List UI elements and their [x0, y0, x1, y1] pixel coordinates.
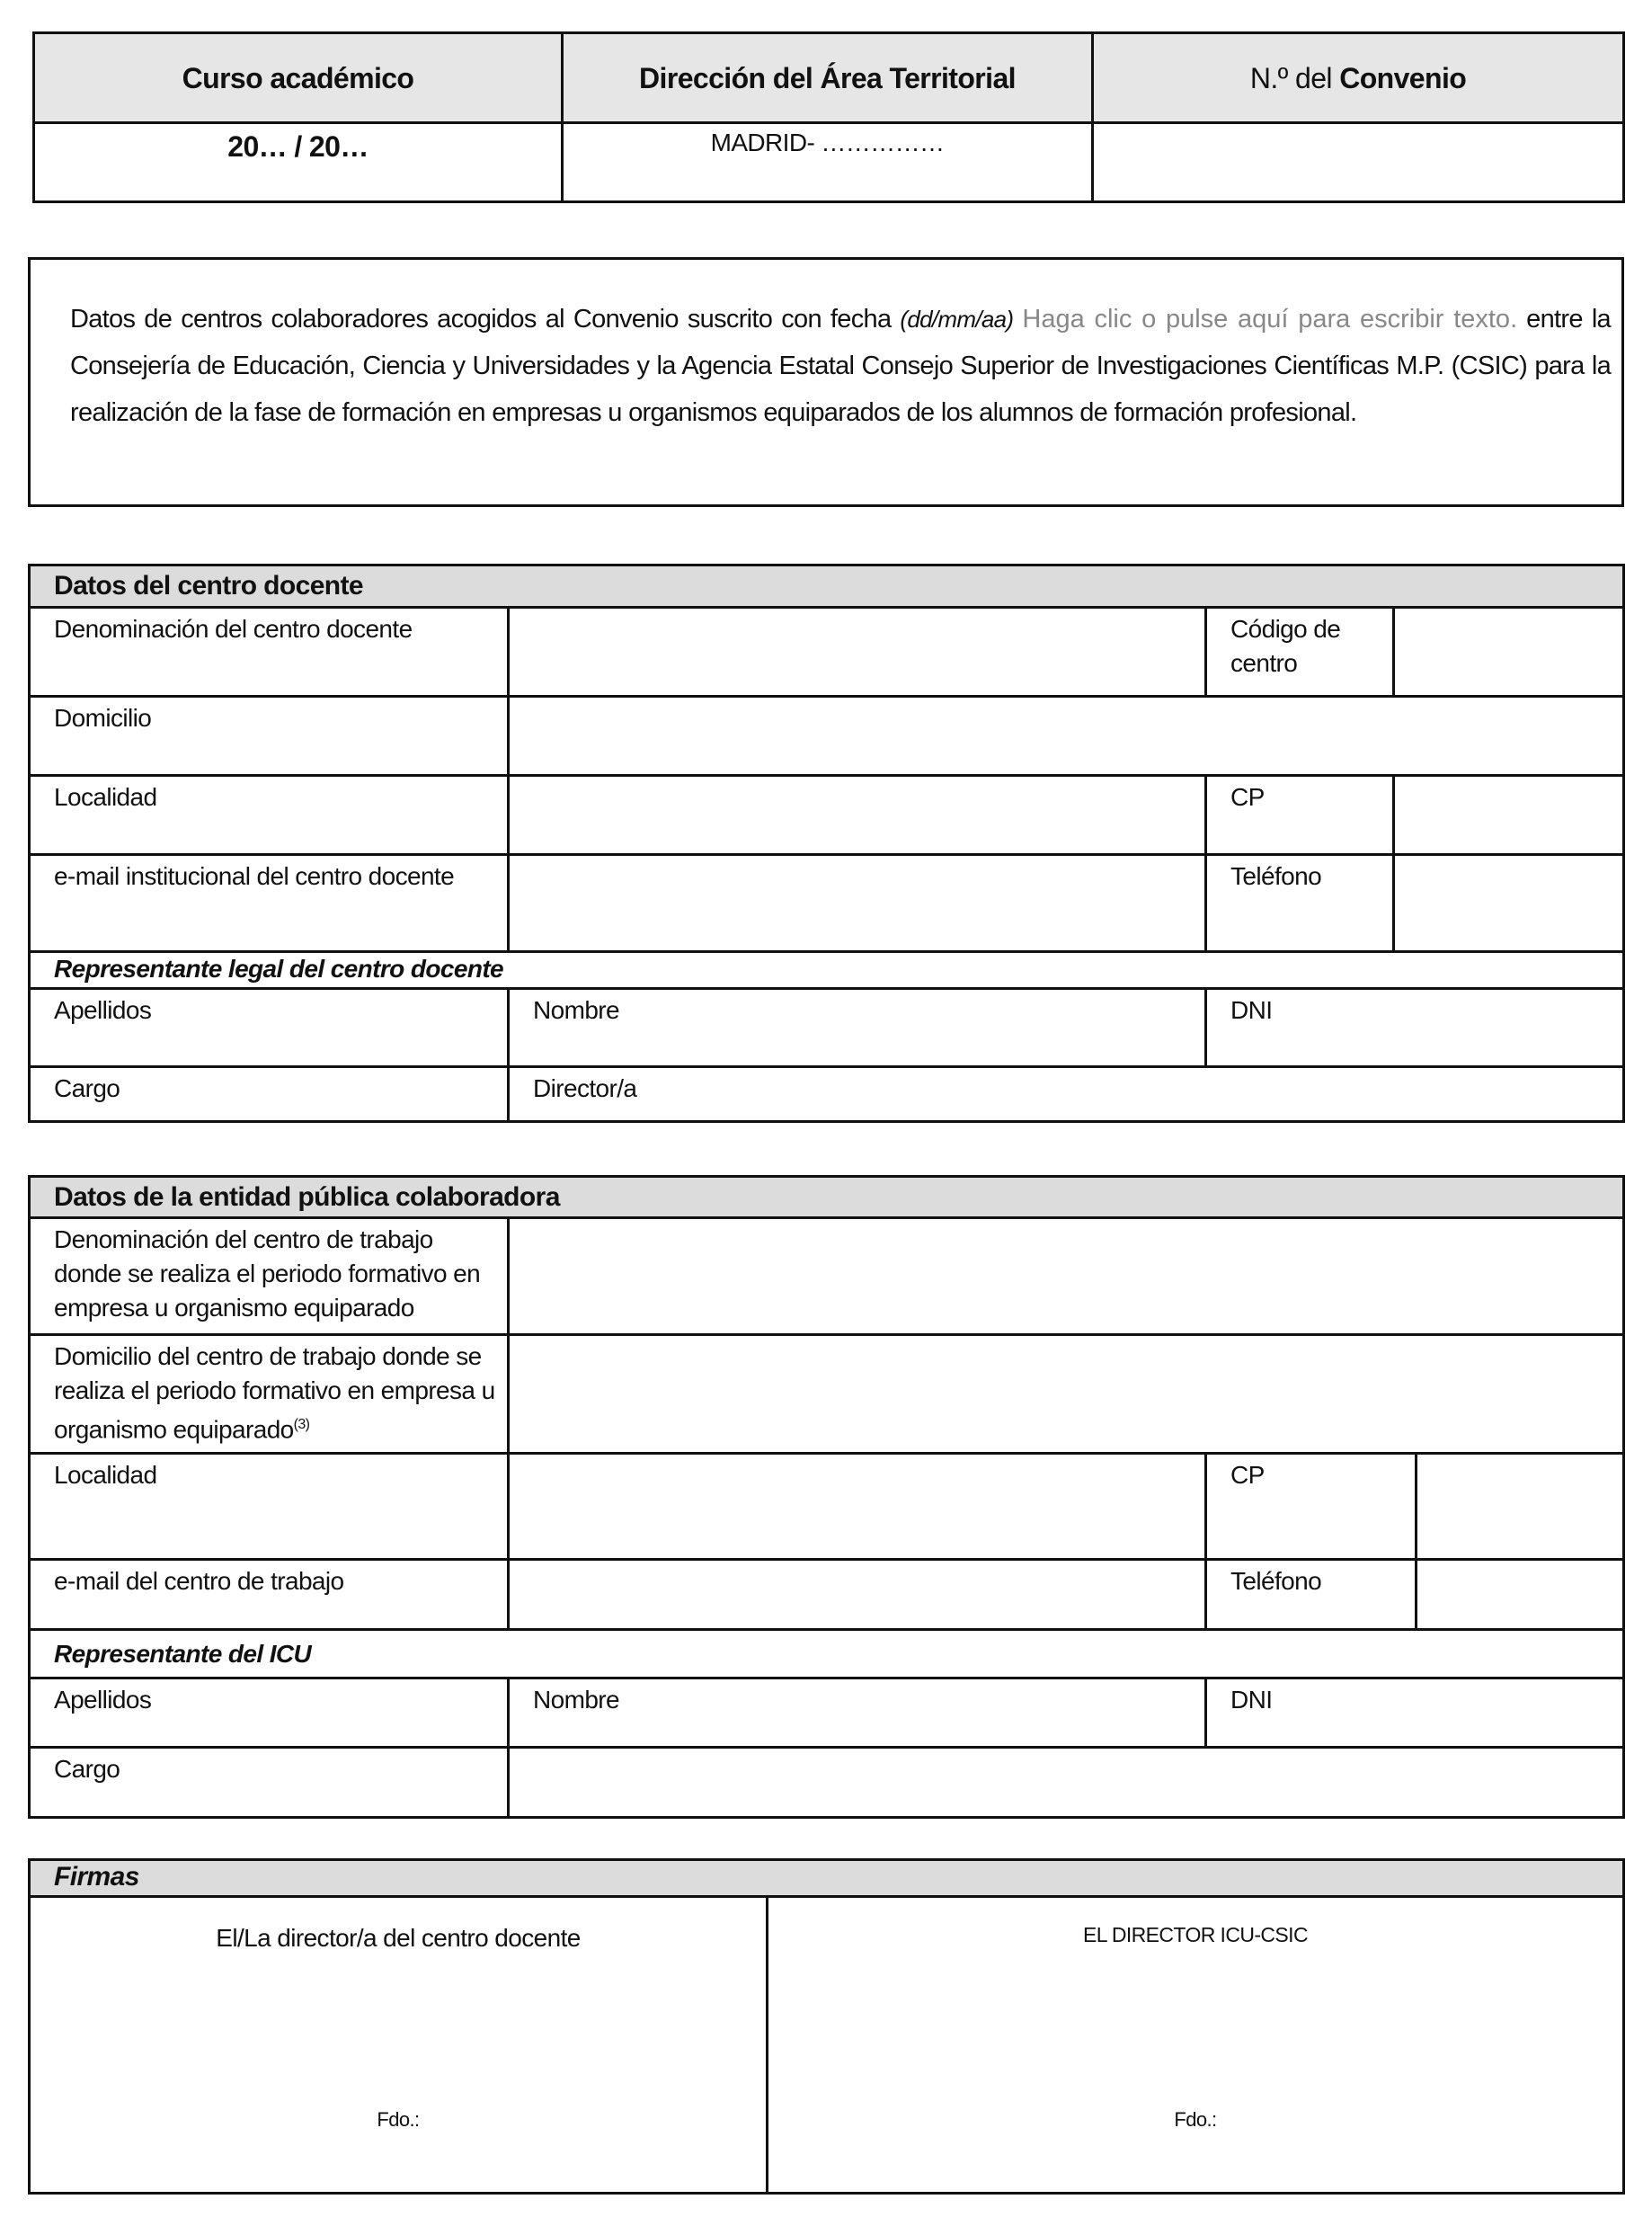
field-apellidos[interactable]: Apellidos: [30, 989, 509, 1067]
signature-right-role: EL DIRECTOR ICU-CSIC: [1083, 1923, 1308, 1946]
field-domicilio[interactable]: [509, 697, 1624, 776]
firmas-table: [28, 1858, 1625, 2195]
field-codigo[interactable]: [1394, 608, 1624, 697]
intro-text-before: Datos de centros colaboradores acogidos al Convenio suscrito con fecha: [70, 305, 892, 334]
label-codigo: Código de centro: [1206, 608, 1394, 697]
label-cargo: Cargo: [30, 1748, 509, 1818]
convenio-header-prefix: N.º del: [1249, 61, 1332, 94]
label-cargo: Cargo: [30, 1067, 509, 1122]
field-cargo[interactable]: [509, 1748, 1624, 1818]
label-email: e-mail institucional del centro docente: [30, 855, 509, 952]
signature-right[interactable]: [768, 1897, 1624, 2194]
label-email: e-mail del centro de trabajo: [30, 1560, 509, 1630]
field-email[interactable]: [509, 1560, 1206, 1630]
subsection-representante: Representante legal del centro docente: [30, 952, 1624, 989]
label-localidad: Localidad: [30, 1454, 509, 1560]
label-telefono: Teléfono: [1206, 855, 1394, 952]
label-cp: CP: [1206, 776, 1394, 855]
convenio-header: [1093, 33, 1624, 123]
field-cargo[interactable]: Director/a: [509, 1067, 1624, 1122]
domicilio-trabajo-text: Domicilio del centro de trabajo donde se realiza el periodo formativo en empresa u organismo equiparado: [54, 1342, 495, 1444]
field-dni[interactable]: DNI: [1206, 989, 1624, 1067]
signature-left-role: El/La director/a del centro docente: [216, 1924, 581, 1952]
subsection-representante-icu: Representante del ICU: [30, 1630, 1624, 1678]
label-domicilio: Domicilio: [30, 697, 509, 776]
signature-left-fdo: Fdo.:: [377, 2108, 420, 2131]
curso-value[interactable]: 20… / 20…: [34, 123, 563, 202]
intro-text-after: entre la Consejería de Educación, Ciencia y Universidades y la Agencia Estatal Consejo Superior de Investigaciones Científicas M.P. (CSIC) para la realización de la fase de formación en empresas u organismos equiparados de los alumnos de formación profesional.: [70, 305, 1611, 427]
footnote-ref: (3): [293, 1417, 310, 1432]
section-title: Datos de la entidad pública colaboradora: [30, 1177, 1624, 1218]
entidad-table: [28, 1175, 1625, 1819]
field-telefono[interactable]: [1417, 1560, 1624, 1630]
field-localidad[interactable]: [509, 776, 1206, 855]
intro-box: [28, 257, 1624, 507]
intro-text: [70, 296, 1611, 436]
convenio-header-bold: Convenio: [1339, 61, 1467, 94]
label-cp: CP: [1206, 1454, 1417, 1560]
field-nombre[interactable]: Nombre: [509, 989, 1206, 1067]
signature-left[interactable]: [30, 1897, 768, 2194]
field-apellidos[interactable]: Apellidos: [30, 1678, 509, 1748]
date-placeholder-field[interactable]: Haga clic o pulse aquí para escribir texto.: [1022, 305, 1518, 334]
label-denominacion-trabajo: Denominación del centro de trabajo donde se realiza el periodo formativo en empresa u organismo equiparado: [30, 1218, 509, 1335]
convenio-value[interactable]: [1093, 123, 1624, 202]
field-cp[interactable]: [1394, 776, 1624, 855]
header-table: [32, 31, 1625, 203]
field-email[interactable]: [509, 855, 1206, 952]
label-domicilio-trabajo: [30, 1335, 509, 1454]
field-dni[interactable]: DNI: [1206, 1678, 1624, 1748]
field-denominacion[interactable]: [509, 608, 1206, 697]
section-title: Firmas: [30, 1860, 1624, 1897]
field-domicilio-trabajo[interactable]: [509, 1335, 1624, 1454]
section-title: Datos del centro docente: [30, 565, 1624, 608]
field-denominacion-trabajo[interactable]: [509, 1218, 1624, 1335]
date-format: (dd/mm/aa): [900, 306, 1014, 333]
label-denominacion: Denominación del centro docente: [30, 608, 509, 697]
field-cp[interactable]: [1417, 1454, 1624, 1560]
curso-header: Curso académico: [34, 33, 563, 123]
label-localidad: Localidad: [30, 776, 509, 855]
signature-right-fdo: Fdo.:: [1174, 2108, 1217, 2131]
field-telefono[interactable]: [1394, 855, 1624, 952]
label-telefono: Teléfono: [1206, 1560, 1417, 1630]
direccion-value[interactable]: MADRID- ……………: [563, 123, 1093, 202]
field-localidad[interactable]: [509, 1454, 1206, 1560]
centro-docente-table: [28, 564, 1625, 1123]
direccion-header: Dirección del Área Territorial: [563, 33, 1093, 123]
field-nombre[interactable]: Nombre: [509, 1678, 1206, 1748]
